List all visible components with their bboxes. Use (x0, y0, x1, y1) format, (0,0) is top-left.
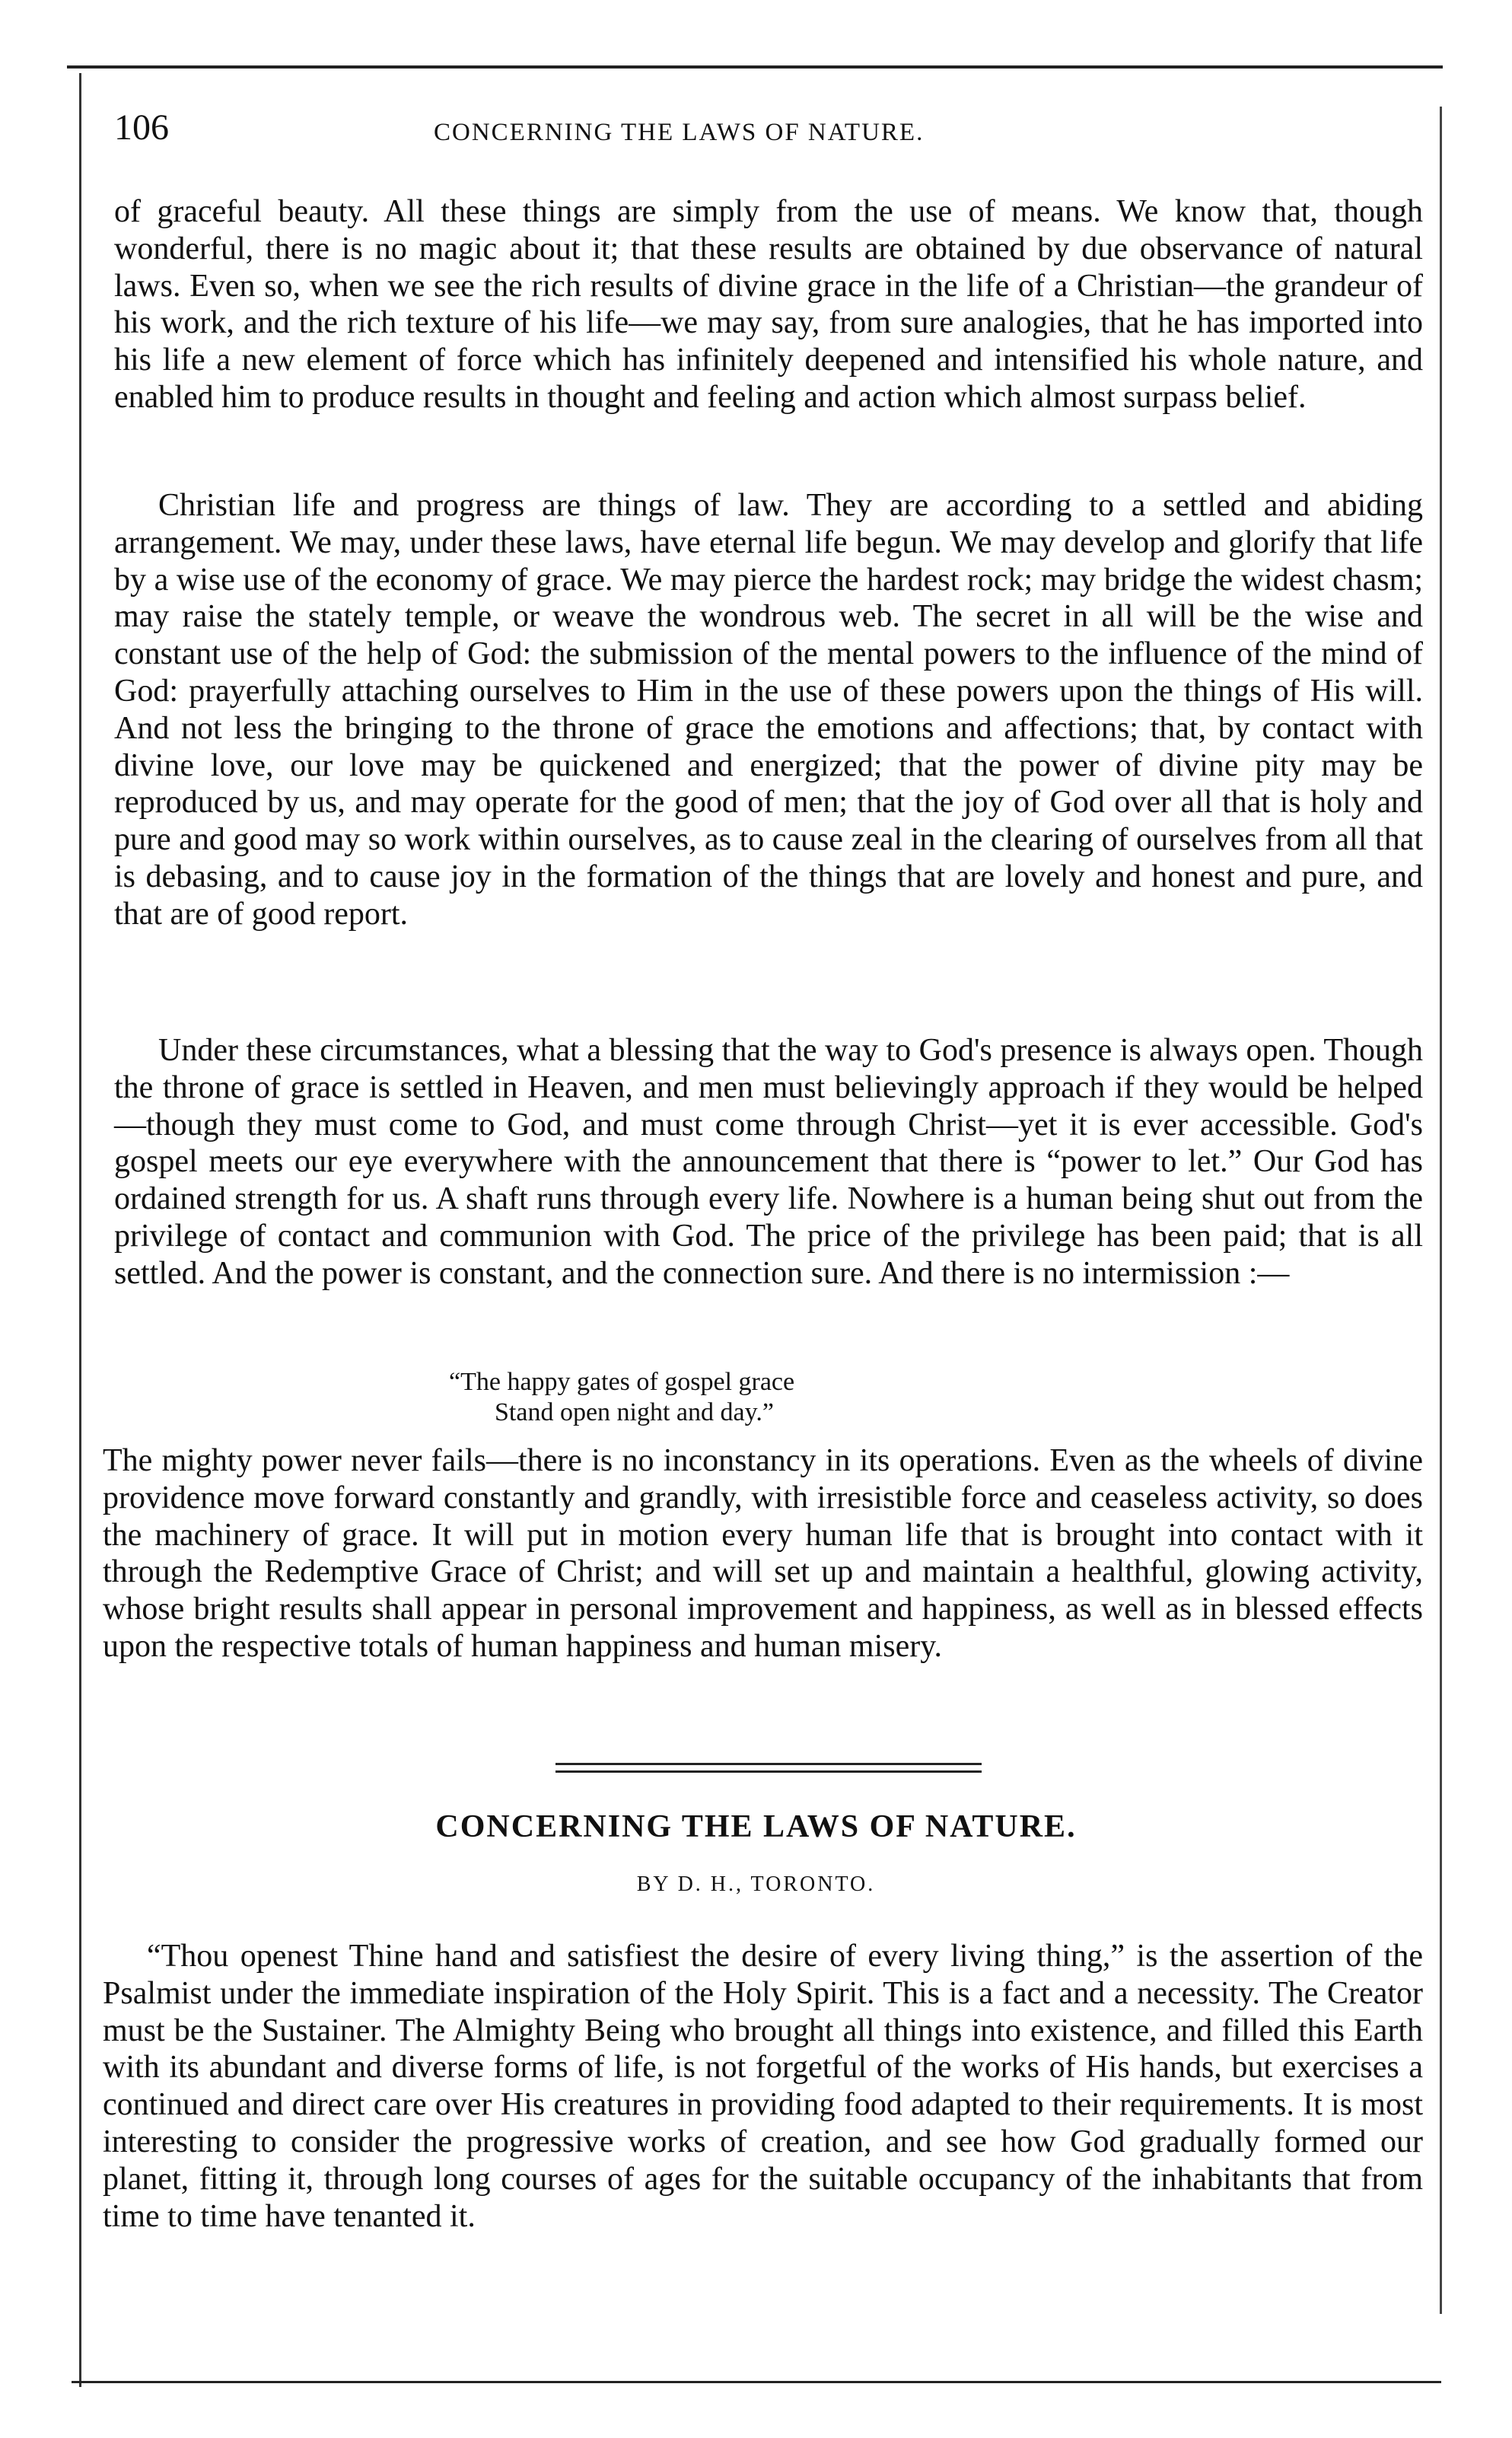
article-byline: BY D. H., TORONTO. (636, 1872, 876, 1896)
bottom-border-rule (72, 2381, 1441, 2383)
section-divider-rule (555, 1763, 982, 1765)
article-title: CONCERNING THE LAWS OF NATURE. (435, 1809, 1077, 1844)
running-head (114, 107, 1408, 160)
left-border-rule (79, 73, 81, 2387)
quote-line: Stand open night and day.” (495, 1398, 774, 1426)
page-number: 106 (114, 107, 169, 148)
paragraph-christian-life: Christian life and progress are things of law. They are according to a settled and abiding arrangement. We may, under these laws, have eternal life begun. We may develop and glorify that life by a wise use of the economy of grace. We may pierce the hardest rock; may bridge the widest chasm; may raise the stately temple, or weave the wondrous web. The secret in all will be the wise and constant use of the help of God: the submission of the mental powers to the influence of the mind of God: prayerfully attaching ourselves to Him in the use of these powers upon the things of His will. And not less the bringing to the throne of grace the emotions and affections; that, by contact with divine love, our love may be quickened and energized; that the power of divine pity may be reproduced by us, and may operate for the good of men; that the joy of God over all that is holy and pure and good may so work within ourselves, as to cause zeal in the clearing of ourselves from all that is debasing, and to cause joy in the formation of the things that are lovely and honest and pure, and that are of good report. (114, 488, 1423, 932)
paragraph-under-these-circumstances: Under these circumstances, what a blessing that the way to God's presence is always open. Though the throne of grace is settled in Heaven, and men must believingly approach if they would be helped—though they must come to God, and must come through Christ—yet it is ever accessible. God's gospel meets our eye everywhere with the announcement that there is “power to let.” Our God has ordained strength for us. A shaft runs through every life. Nowhere is a human being shut out from the privilege of contact and communion with God. The price of the privilege has been paid; that is all settled. And the power is constant, and the connection sure. And there is no intermission :— (114, 1033, 1423, 1291)
section-divider-rule (555, 1770, 982, 1773)
quote-line: “The happy gates of gospel grace (449, 1368, 795, 1396)
article-first-paragraph: “Thou openest Thine hand and satisfiest the desire of every living thing,” is the assertion of the Psalmist under the immediate inspiration of the Holy Spirit. This is a fact and a necessity. The Creator must be the Sustainer. The Almighty Being who brought all things into existence, and filled this Earth with its abundant and diverse forms of life, is not forgetful of the works of His hands, but exercises a continued and direct care over His creatures in providing food adapted to their requirements. It is most interesting to consider the progressive works of creation, and see how God gradually formed our planet, fitting it, through long courses of ages for the suitable occupancy of the inhabitants that from time to time have tenanted it. (103, 1939, 1423, 2234)
right-border-rule (1440, 107, 1442, 2314)
paragraph-mighty-power: The mighty power never fails—there is no inconstancy in its operations. Even as the wheels of divine providence move forward constantly and grandly, with irresistible force and ceaseless activity, so does the machinery of grace. It will put in motion every human life that is brought into contact with it through the Redemptive Grace of Christ; and will set up and maintain a healthful, glowing activity, whose bright results shall appear in personal improvement and happiness, as well as in blessed effects upon the respective totals of human happiness and human misery. (103, 1443, 1423, 1664)
top-border-rule (67, 65, 1443, 69)
hymn-quote (449, 1367, 794, 1428)
paragraph-continued: of graceful beauty. All these things are simply from the use of means. We know that, though wonderful, there is no magic about it; that these results are obtained by due observance of natural laws. Even so, when we see the rich results of divine grace in the life of a Christian—the grandeur of his work, and the rich texture of his life—we may say, from sure analogies, that he has imported into his life a new element of force which has infinitely deepened and intensified his whole nature, and enabled him to produce results in thought and feeling and action which almost surpass belief. (114, 194, 1423, 415)
running-title: CONCERNING THE LAWS OF NATURE. (434, 119, 925, 146)
